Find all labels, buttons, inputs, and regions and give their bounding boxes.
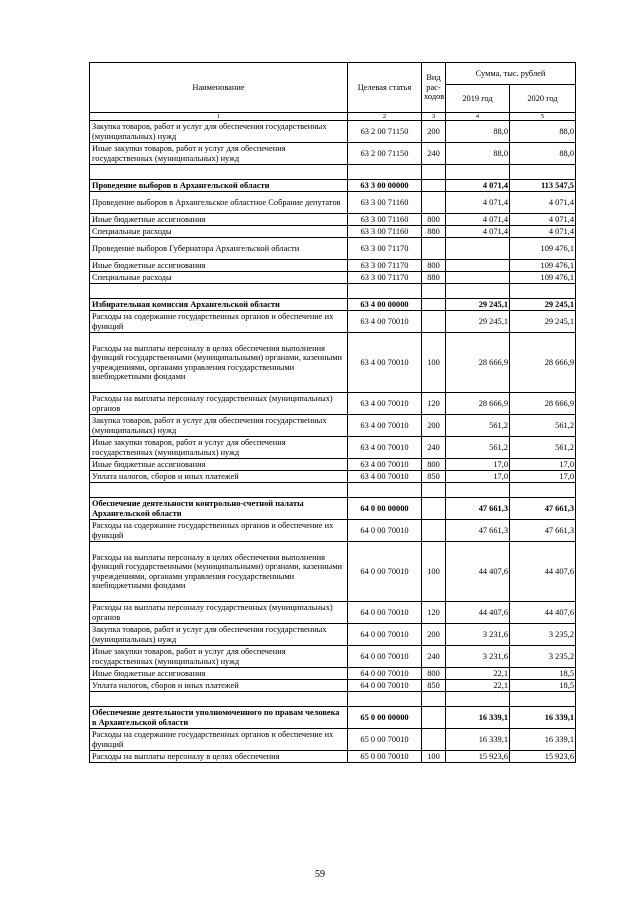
amount-2020-cell: 44 407,6 bbox=[510, 602, 576, 624]
table-row bbox=[90, 238, 576, 260]
amount-2019-cell: 15 923,6 bbox=[446, 751, 510, 763]
amount-2019-cell: 28 666,9 bbox=[446, 393, 510, 415]
expense-type-cell bbox=[422, 238, 446, 260]
empty-cell bbox=[422, 692, 446, 707]
amount-2019-cell: 22,1 bbox=[446, 680, 510, 692]
amount-2020-cell: 17,0 bbox=[510, 459, 576, 471]
empty-cell bbox=[422, 284, 446, 299]
row-name-cell: Расходы на выплаты персоналу в целях обеспечения выполнения функций государственными (муниципальными) органами, казенными учреждениями, органами управления государственными внебюджетными фондами bbox=[90, 333, 348, 393]
amount-2020-cell: 3 235,2 bbox=[510, 646, 576, 668]
expense-type-cell bbox=[422, 192, 446, 214]
amount-2020-cell: 28 666,9 bbox=[510, 333, 576, 393]
amount-2019-cell: 16 339,1 bbox=[446, 729, 510, 751]
expense-type-cell bbox=[422, 180, 446, 192]
amount-2020-cell: 3 235,2 bbox=[510, 624, 576, 646]
table-row bbox=[90, 668, 576, 680]
table-row bbox=[90, 624, 576, 646]
table-row bbox=[90, 680, 576, 692]
column-index: 4 bbox=[446, 113, 510, 121]
row-name-cell: Иные бюджетные ассигнования bbox=[90, 214, 348, 226]
amount-2019-cell: 3 231,6 bbox=[446, 646, 510, 668]
table-row bbox=[90, 226, 576, 238]
header-expense-type: Вид рас-ходов bbox=[422, 63, 446, 113]
header-target-article: Целевая статья bbox=[348, 63, 422, 113]
empty-cell bbox=[446, 483, 510, 498]
row-name-cell: Расходы на выплаты персоналу в целях обеспечения bbox=[90, 751, 348, 763]
amount-2020-cell: 88,0 bbox=[510, 143, 576, 165]
target-article-cell: 63 4 00 70010 bbox=[348, 415, 422, 437]
table-row bbox=[90, 520, 576, 542]
target-article-cell: 63 3 00 71170 bbox=[348, 272, 422, 284]
empty-cell bbox=[510, 284, 576, 299]
column-index: 2 bbox=[348, 113, 422, 121]
empty-cell bbox=[446, 284, 510, 299]
amount-2020-cell: 18,5 bbox=[510, 668, 576, 680]
expense-type-cell bbox=[422, 299, 446, 311]
target-article-cell: 64 0 00 70010 bbox=[348, 646, 422, 668]
amount-2020-cell: 15 923,6 bbox=[510, 751, 576, 763]
expense-type-cell: 240 bbox=[422, 646, 446, 668]
row-name-cell: Расходы на выплаты персоналу государственных (муниципальных) органов bbox=[90, 393, 348, 415]
empty-cell bbox=[510, 692, 576, 707]
amount-2020-cell: 113 547,5 bbox=[510, 180, 576, 192]
section-row bbox=[90, 498, 576, 520]
amount-2019-cell: 17,0 bbox=[446, 471, 510, 483]
amount-2020-cell: 47 661,3 bbox=[510, 520, 576, 542]
expense-type-cell: 200 bbox=[422, 624, 446, 646]
row-name-cell: Избирательная комиссия Архангельской области bbox=[90, 299, 348, 311]
header-name: Наименование bbox=[90, 63, 348, 113]
amount-2019-cell: 4 071,4 bbox=[446, 192, 510, 214]
table-row bbox=[90, 459, 576, 471]
expense-type-cell: 100 bbox=[422, 751, 446, 763]
target-article-cell: 65 0 00 70010 bbox=[348, 729, 422, 751]
table-row bbox=[90, 260, 576, 272]
empty-cell bbox=[446, 692, 510, 707]
spacer-row bbox=[90, 165, 576, 180]
header-year-2020: 2020 год bbox=[510, 85, 576, 113]
amount-2019-cell: 29 245,1 bbox=[446, 311, 510, 333]
target-article-cell: 65 0 00 00000 bbox=[348, 707, 422, 729]
expense-type-cell: 120 bbox=[422, 602, 446, 624]
row-name-cell: Иные закупки товаров, работ и услуг для обеспечения государственных (муниципальных) нужд bbox=[90, 143, 348, 165]
amount-2020-cell: 17,0 bbox=[510, 471, 576, 483]
table-row bbox=[90, 121, 576, 143]
table-row bbox=[90, 214, 576, 226]
amount-2019-cell: 561,2 bbox=[446, 437, 510, 459]
target-article-cell: 64 0 00 70010 bbox=[348, 680, 422, 692]
column-index: 5 bbox=[510, 113, 576, 121]
expense-type-cell: 100 bbox=[422, 542, 446, 602]
table-row bbox=[90, 729, 576, 751]
expense-type-cell: 880 bbox=[422, 226, 446, 238]
target-article-cell: 63 4 00 70010 bbox=[348, 333, 422, 393]
amount-2020-cell: 29 245,1 bbox=[510, 311, 576, 333]
target-article-cell: 64 0 00 00000 bbox=[348, 498, 422, 520]
row-name-cell: Иные бюджетные ассигнования bbox=[90, 459, 348, 471]
empty-cell bbox=[90, 692, 348, 707]
expense-type-cell bbox=[422, 520, 446, 542]
row-name-cell: Иные бюджетные ассигнования bbox=[90, 668, 348, 680]
expense-type-cell: 850 bbox=[422, 471, 446, 483]
table-row bbox=[90, 437, 576, 459]
target-article-cell: 63 2 00 71150 bbox=[348, 121, 422, 143]
target-article-cell: 63 4 00 00000 bbox=[348, 299, 422, 311]
expense-type-cell: 100 bbox=[422, 333, 446, 393]
target-article-cell: 63 3 00 71160 bbox=[348, 226, 422, 238]
amount-2019-cell: 4 071,4 bbox=[446, 214, 510, 226]
section-row bbox=[90, 707, 576, 729]
amount-2019-cell: 29 245,1 bbox=[446, 299, 510, 311]
target-article-cell: 63 2 00 71150 bbox=[348, 143, 422, 165]
empty-cell bbox=[90, 284, 348, 299]
empty-cell bbox=[510, 483, 576, 498]
spacer-row bbox=[90, 284, 576, 299]
empty-cell bbox=[348, 165, 422, 180]
amount-2020-cell: 88,0 bbox=[510, 121, 576, 143]
amount-2019-cell: 44 407,6 bbox=[446, 602, 510, 624]
amount-2020-cell: 47 661,3 bbox=[510, 498, 576, 520]
table-row bbox=[90, 471, 576, 483]
amount-2019-cell bbox=[446, 260, 510, 272]
row-name-cell: Уплата налогов, сборов и иных платежей bbox=[90, 680, 348, 692]
column-index: 1 bbox=[90, 113, 348, 121]
table-row bbox=[90, 646, 576, 668]
target-article-cell: 63 4 00 70010 bbox=[348, 437, 422, 459]
expense-type-cell: 800 bbox=[422, 459, 446, 471]
row-name-cell: Иные бюджетные ассигнования bbox=[90, 260, 348, 272]
row-name-cell: Уплата налогов, сборов и иных платежей bbox=[90, 471, 348, 483]
amount-2020-cell: 109 476,1 bbox=[510, 272, 576, 284]
expense-type-cell: 800 bbox=[422, 260, 446, 272]
amount-2020-cell: 561,2 bbox=[510, 415, 576, 437]
section-row bbox=[90, 299, 576, 311]
target-article-cell: 63 4 00 70010 bbox=[348, 459, 422, 471]
budget-table bbox=[89, 62, 576, 763]
row-name-cell: Расходы на выплаты персоналу государственных (муниципальных) органов bbox=[90, 602, 348, 624]
header-sum-group: Сумма, тыс. рублей bbox=[446, 63, 576, 85]
table-row bbox=[90, 393, 576, 415]
amount-2020-cell: 44 407,6 bbox=[510, 542, 576, 602]
column-index: 3 bbox=[422, 113, 446, 121]
row-name-cell: Проведение выборов в Архангельское областное Собрание депутатов bbox=[90, 192, 348, 214]
amount-2019-cell: 4 071,4 bbox=[446, 226, 510, 238]
expense-type-cell bbox=[422, 729, 446, 751]
header-year-2019: 2019 год bbox=[446, 85, 510, 113]
target-article-cell: 64 0 00 70010 bbox=[348, 624, 422, 646]
empty-cell bbox=[422, 165, 446, 180]
table-row bbox=[90, 272, 576, 284]
expense-type-cell bbox=[422, 311, 446, 333]
expense-type-cell: 200 bbox=[422, 121, 446, 143]
expense-type-cell bbox=[422, 707, 446, 729]
row-name-cell: Закупка товаров, работ и услуг для обеспечения государственных (муниципальных) нужд bbox=[90, 121, 348, 143]
amount-2020-cell: 109 476,1 bbox=[510, 260, 576, 272]
expense-type-cell: 850 bbox=[422, 680, 446, 692]
amount-2019-cell: 4 071,4 bbox=[446, 180, 510, 192]
amount-2020-cell: 4 071,4 bbox=[510, 226, 576, 238]
amount-2019-cell: 561,2 bbox=[446, 415, 510, 437]
row-name-cell: Иные закупки товаров, работ и услуг для обеспечения государственных (муниципальных) нужд bbox=[90, 646, 348, 668]
amount-2020-cell: 4 071,4 bbox=[510, 192, 576, 214]
amount-2020-cell: 561,2 bbox=[510, 437, 576, 459]
amount-2020-cell: 16 339,1 bbox=[510, 729, 576, 751]
row-name-cell: Обеспечение деятельности уполномоченного по правам человека в Архангельской области bbox=[90, 707, 348, 729]
expense-type-cell: 120 bbox=[422, 393, 446, 415]
empty-cell bbox=[348, 284, 422, 299]
table-row bbox=[90, 751, 576, 763]
target-article-cell: 64 0 00 70010 bbox=[348, 668, 422, 680]
row-name-cell: Иные закупки товаров, работ и услуг для обеспечения государственных (муниципальных) нужд bbox=[90, 437, 348, 459]
target-article-cell: 64 0 00 70010 bbox=[348, 602, 422, 624]
target-article-cell: 63 3 00 00000 bbox=[348, 180, 422, 192]
target-article-cell: 63 3 00 71160 bbox=[348, 192, 422, 214]
expense-type-cell bbox=[422, 498, 446, 520]
page-number: 59 bbox=[315, 869, 325, 880]
expense-type-cell: 800 bbox=[422, 668, 446, 680]
empty-cell bbox=[90, 165, 348, 180]
expense-type-cell: 240 bbox=[422, 143, 446, 165]
amount-2020-cell: 18,5 bbox=[510, 680, 576, 692]
empty-cell bbox=[446, 165, 510, 180]
expense-type-cell: 880 bbox=[422, 272, 446, 284]
empty-cell bbox=[90, 483, 348, 498]
row-name-cell: Обеспечение деятельности контрольно-счетной палаты Архангельской области bbox=[90, 498, 348, 520]
target-article-cell: 63 4 00 70010 bbox=[348, 393, 422, 415]
amount-2019-cell: 44 407,6 bbox=[446, 542, 510, 602]
table-row bbox=[90, 542, 576, 602]
target-article-cell: 63 4 00 70010 bbox=[348, 471, 422, 483]
row-name-cell: Закупка товаров, работ и услуг для обеспечения государственных (муниципальных) нужд bbox=[90, 624, 348, 646]
target-article-cell: 63 3 00 71170 bbox=[348, 260, 422, 272]
table-row bbox=[90, 415, 576, 437]
row-name-cell: Расходы на содержание государственных органов и обеспечение их функций bbox=[90, 520, 348, 542]
table-row bbox=[90, 143, 576, 165]
amount-2020-cell: 109 476,1 bbox=[510, 238, 576, 260]
amount-2019-cell: 22,1 bbox=[446, 668, 510, 680]
row-name-cell: Специальные расходы bbox=[90, 226, 348, 238]
amount-2019-cell: 47 661,3 bbox=[446, 520, 510, 542]
target-article-cell: 63 3 00 71170 bbox=[348, 238, 422, 260]
amount-2020-cell: 28 666,9 bbox=[510, 393, 576, 415]
amount-2019-cell: 28 666,9 bbox=[446, 333, 510, 393]
amount-2019-cell bbox=[446, 272, 510, 284]
amount-2020-cell: 29 245,1 bbox=[510, 299, 576, 311]
amount-2019-cell: 17,0 bbox=[446, 459, 510, 471]
amount-2020-cell: 16 339,1 bbox=[510, 707, 576, 729]
expense-type-cell: 200 bbox=[422, 415, 446, 437]
row-name-cell: Расходы на содержание государственных органов и обеспечение их функций bbox=[90, 311, 348, 333]
target-article-cell: 63 3 00 71160 bbox=[348, 214, 422, 226]
target-article-cell: 65 0 00 70010 bbox=[348, 751, 422, 763]
row-name-cell: Расходы на выплаты персоналу в целях обеспечения выполнения функций государственными (муниципальными) органами, казенными учреждениями, органами управления государственными внебюджетными фондами bbox=[90, 542, 348, 602]
target-article-cell: 63 4 00 70010 bbox=[348, 311, 422, 333]
amount-2019-cell bbox=[446, 238, 510, 260]
table-row bbox=[90, 192, 576, 214]
empty-cell bbox=[510, 165, 576, 180]
section-row bbox=[90, 180, 576, 192]
empty-cell bbox=[348, 483, 422, 498]
row-name-cell: Проведение выборов Губернатора Архангельской области bbox=[90, 238, 348, 260]
table-row bbox=[90, 311, 576, 333]
target-article-cell: 64 0 00 70010 bbox=[348, 542, 422, 602]
amount-2019-cell: 88,0 bbox=[446, 143, 510, 165]
table-row bbox=[90, 333, 576, 393]
spacer-row bbox=[90, 692, 576, 707]
empty-cell bbox=[348, 692, 422, 707]
amount-2019-cell: 88,0 bbox=[446, 121, 510, 143]
table-body bbox=[90, 121, 576, 763]
amount-2019-cell: 47 661,3 bbox=[446, 498, 510, 520]
expense-type-cell: 240 bbox=[422, 437, 446, 459]
expense-type-cell: 800 bbox=[422, 214, 446, 226]
row-name-cell: Закупка товаров, работ и услуг для обеспечения государственных (муниципальных) нужд bbox=[90, 415, 348, 437]
amount-2020-cell: 4 071,4 bbox=[510, 214, 576, 226]
row-name-cell: Расходы на содержание государственных органов и обеспечение их функций bbox=[90, 729, 348, 751]
amount-2019-cell: 16 339,1 bbox=[446, 707, 510, 729]
empty-cell bbox=[422, 483, 446, 498]
table-row bbox=[90, 602, 576, 624]
row-name-cell: Проведение выборов в Архангельской области bbox=[90, 180, 348, 192]
amount-2019-cell: 3 231,6 bbox=[446, 624, 510, 646]
target-article-cell: 64 0 00 70010 bbox=[348, 520, 422, 542]
spacer-row bbox=[90, 483, 576, 498]
row-name-cell: Специальные расходы bbox=[90, 272, 348, 284]
